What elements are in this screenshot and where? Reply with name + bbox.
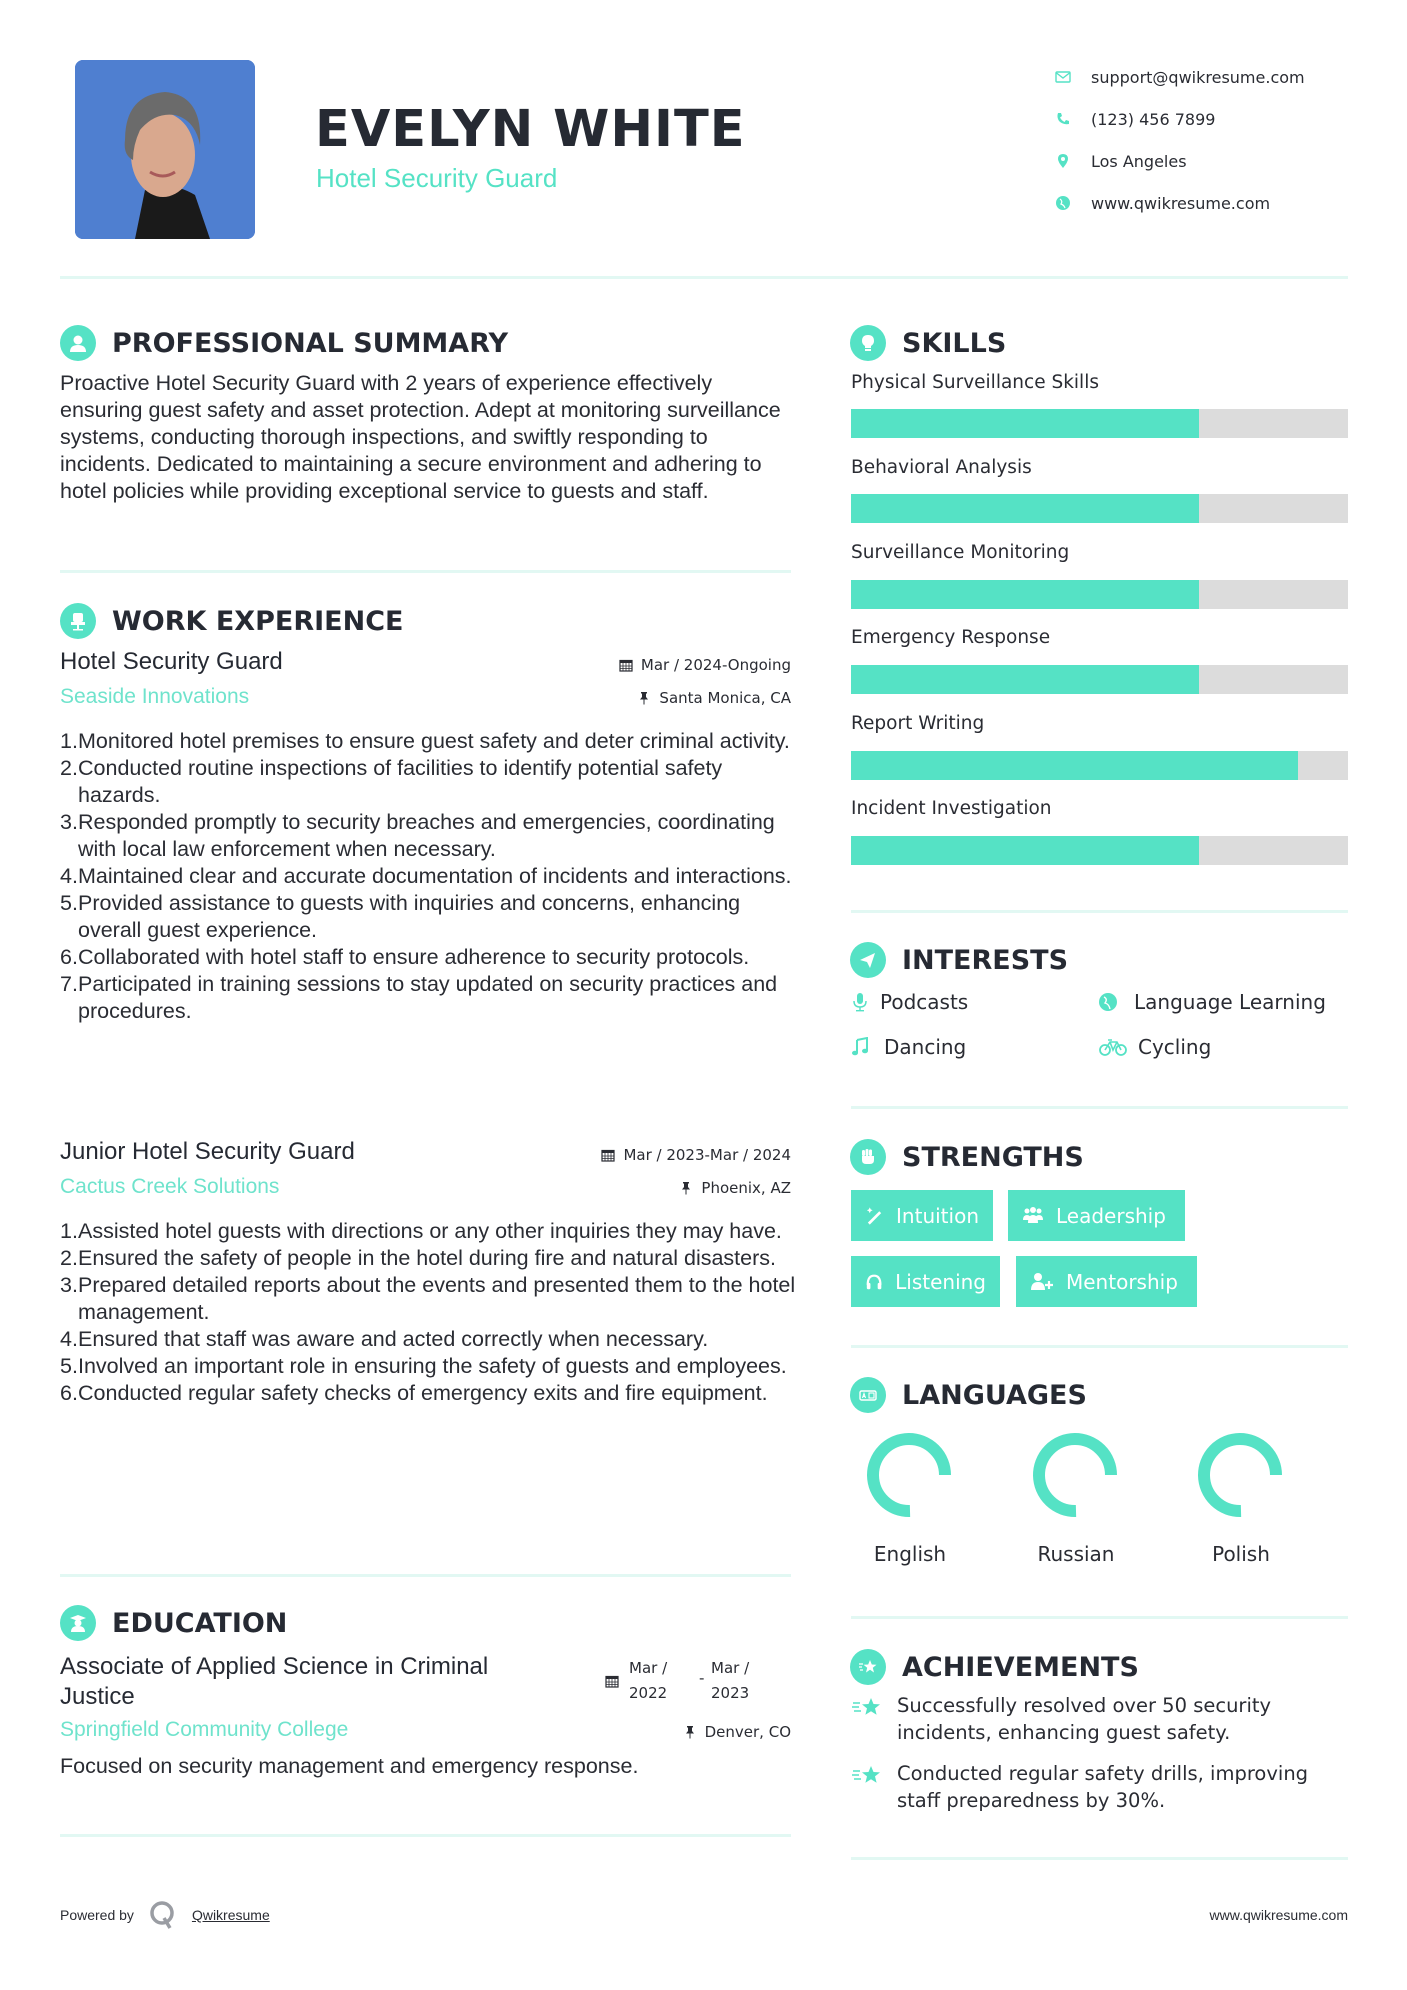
microphone-icon: [850, 992, 870, 1012]
strength-chip: Listening: [851, 1256, 1000, 1307]
job-location: Santa Monica, CA: [637, 689, 791, 707]
fist-icon: [850, 1139, 886, 1175]
magic-wand-icon: [865, 1206, 884, 1226]
job-title: Junior Hotel Security Guard: [60, 1138, 355, 1165]
languages-divider: [851, 1616, 1348, 1619]
candidate-title: Hotel Security Guard: [316, 163, 558, 193]
company-name: Seaside Innovations: [60, 685, 250, 708]
contact-website[interactable]: www.qwikresume.com: [1055, 182, 1305, 224]
shooting-star-icon: [851, 1695, 883, 1721]
skill-bar: [851, 751, 1348, 780]
skill-bar-fill: [851, 409, 1199, 438]
lightbulb-icon: [850, 325, 886, 361]
contact-list: [1055, 56, 1305, 224]
interest-item: Cycling: [1098, 1035, 1211, 1059]
language-progress-ring: [1031, 1430, 1121, 1520]
skill-label: Emergency Response: [851, 627, 1051, 648]
strengths-heading: STRENGTHS: [850, 1139, 1084, 1175]
interest-item: Podcasts: [850, 990, 968, 1014]
languages-heading: LANGUAGES: [850, 1377, 1087, 1413]
duty-item: 4. Ensured that staff was aware and acted correctly when necessary.: [60, 1327, 709, 1351]
paper-plane-icon: [850, 942, 886, 978]
education-location: Denver, CO: [683, 1723, 791, 1741]
education-heading: EDUCATION: [60, 1605, 287, 1641]
calendar-icon: [605, 1674, 619, 1688]
contact-phone[interactable]: (123) 456 7899: [1055, 98, 1305, 140]
location-pin-icon: [1055, 153, 1091, 169]
skill-bar: [851, 409, 1348, 438]
interest-item: Language Learning: [1098, 990, 1326, 1014]
portrait-image: [75, 60, 255, 239]
skill-label: Report Writing: [851, 713, 985, 734]
user-icon: [60, 325, 96, 361]
contact-location: Los Angeles: [1055, 140, 1305, 182]
skill-bar-fill: [851, 751, 1298, 780]
degree-title: Associate of Applied Science in Criminal Justice: [60, 1653, 489, 1710]
music-note-icon: [850, 1037, 870, 1057]
user-plus-icon: [1030, 1272, 1054, 1292]
job-title: Hotel Security Guard: [60, 648, 283, 675]
skill-bar: [851, 665, 1348, 694]
strength-chip: Leadership: [1008, 1190, 1185, 1241]
skill-label: Surveillance Monitoring: [851, 542, 1070, 563]
summary-text: Proactive Hotel Security Guard with 2 years of experience effectively ensuring guest safety and asset protection. Adept at monitoring surveillance systems, conducting thorough inspections, and swiftly responding to incidents. Dedicated to maintaining a secure environment and adhering to hotel policies while providing exceptional service to guests and staff.: [60, 371, 781, 503]
achievement-item: Conducted regular safety drills, improving staff preparedness by 30%.: [851, 1760, 1308, 1814]
education-description: Focused on security management and emergency response.: [60, 1754, 639, 1778]
education-divider: [60, 1834, 791, 1837]
profile-photo: [75, 60, 255, 239]
education-entry: [60, 1652, 791, 1792]
calendar-icon: [619, 658, 633, 672]
skill-label: Incident Investigation: [851, 798, 1052, 819]
pushpin-icon: [683, 1725, 697, 1739]
pushpin-icon: [679, 1181, 693, 1195]
experience-divider: [60, 1574, 791, 1577]
school-name: Springfield Community College: [60, 1718, 349, 1741]
language-progress-ring: [1196, 1430, 1286, 1520]
duty-item: 5. Involved an important role in ensuring the safety of guests and employees.: [60, 1354, 787, 1378]
duty-item: 2. Conducted routine inspections of facilities to identify potential safety hazards.: [60, 756, 723, 807]
strengths-divider: [851, 1345, 1348, 1348]
duty-item: 2. Ensured the safety of people in the hotel during fire and natural disasters.: [60, 1246, 776, 1270]
achievements-divider: [851, 1857, 1348, 1860]
skill-label: Physical Surveillance Skills: [851, 372, 1099, 393]
education-dates: Mar / 2022 - Mar / 2023: [605, 1656, 749, 1706]
duties-list: [60, 1218, 800, 1407]
language-item: English: [850, 1430, 970, 1566]
interest-item: Dancing: [850, 1035, 966, 1059]
globe-icon: [1098, 992, 1118, 1012]
skill-label: Behavioral Analysis: [851, 457, 1032, 478]
experience-heading: WORK EXPERIENCE: [60, 603, 403, 639]
footer-url[interactable]: www.qwikresume.com: [1209, 1907, 1348, 1923]
star-badge-icon: [850, 1649, 886, 1685]
duty-item: 5. Provided assistance to guests with inquiries and concerns, enhancing overall guest experience.: [60, 891, 741, 942]
bicycle-icon: [1098, 1037, 1128, 1057]
language-item: Russian: [1016, 1430, 1136, 1566]
mail-icon: [1055, 69, 1091, 85]
skill-bar-fill: [851, 494, 1199, 523]
interests-heading: INTERESTS: [850, 942, 1068, 978]
headphones-icon: [865, 1272, 883, 1292]
skill-bar: [851, 836, 1348, 865]
company-name: Cactus Creek Solutions: [60, 1175, 280, 1198]
skill-bar-fill: [851, 836, 1199, 865]
achievements-heading: ACHIEVEMENTS: [850, 1649, 1139, 1685]
shooting-star-icon: [851, 1763, 883, 1789]
header-divider: [60, 276, 1348, 279]
skill-bar-fill: [851, 580, 1199, 609]
candidate-name: EVELYN WHITE: [315, 100, 746, 159]
powered-by: Powered by Qwikresume: [60, 1900, 270, 1930]
duty-item: 1. Assisted hotel guests with directions or any other inquiries they may have.: [60, 1219, 782, 1243]
calendar-icon: [601, 1148, 615, 1162]
strength-chip: Intuition: [851, 1190, 993, 1241]
qwikresume-link[interactable]: Qwikresume: [191, 1907, 270, 1923]
chair-icon: [60, 603, 96, 639]
globe-icon: [1055, 195, 1091, 211]
contact-email[interactable]: support@qwikresume.com: [1055, 56, 1305, 98]
users-icon: [1022, 1206, 1044, 1226]
duty-item: 7. Participated in training sessions to stay updated on security practices and procedures.: [60, 972, 778, 1023]
skills-heading: SKILLS: [850, 325, 1006, 361]
translate-icon: [850, 1377, 886, 1413]
achievement-item: Successfully resolved over 50 security incidents, enhancing guest safety.: [851, 1692, 1271, 1746]
graduate-icon: [60, 1605, 96, 1641]
language-progress-ring: [865, 1430, 955, 1520]
duty-item: 6. Conducted regular safety checks of emergency exits and fire equipment.: [60, 1381, 768, 1405]
skill-bar: [851, 580, 1348, 609]
skill-bar: [851, 494, 1348, 523]
duty-item: 6. Collaborated with hotel staff to ensure adherence to security protocols.: [60, 945, 750, 969]
phone-icon: [1055, 111, 1091, 127]
skill-bar-fill: [851, 665, 1199, 694]
summary-divider: [60, 570, 791, 573]
duty-item: 4. Maintained clear and accurate documentation of incidents and interactions.: [60, 864, 792, 888]
duties-list: [60, 728, 800, 1025]
qwikresume-logo-icon: [148, 1900, 178, 1930]
job-entry: [60, 648, 791, 1118]
pushpin-icon: [637, 691, 651, 705]
summary-heading: PROFESSIONAL SUMMARY: [60, 325, 508, 361]
skills-divider: [851, 910, 1348, 913]
job-dates: Mar / 2024-Ongoing: [619, 656, 791, 674]
duty-item: 1. Monitored hotel premises to ensure guest safety and deter criminal activity.: [60, 729, 790, 753]
job-entry: [60, 1138, 796, 1538]
job-dates: Mar / 2023-Mar / 2024: [601, 1146, 791, 1164]
strength-chip: Mentorship: [1016, 1256, 1197, 1307]
interests-divider: [851, 1106, 1348, 1109]
job-location: Phoenix, AZ: [679, 1179, 791, 1197]
duty-item: 3. Prepared detailed reports about the events and presented them to the hotel management.: [60, 1273, 796, 1324]
language-item: Polish: [1181, 1430, 1301, 1566]
duty-item: 3. Responded promptly to security breaches and emergencies, coordinating with local law enforcement when necessary.: [60, 810, 775, 861]
